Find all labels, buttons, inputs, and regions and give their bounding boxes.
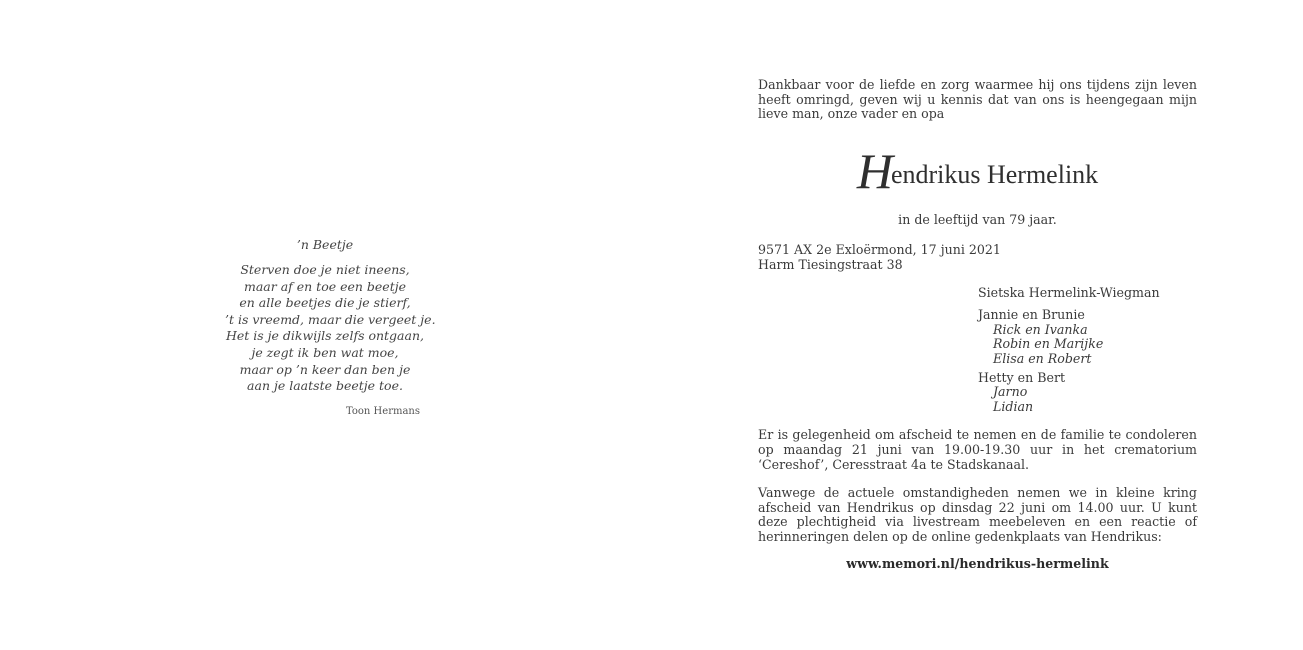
poem-line: je zegt ik ben wat moe,: [251, 344, 399, 360]
name-initial: H: [856, 142, 891, 199]
condolence-text: Er is gelegenheid om afscheid te nemen en de familie te condoleren op maandag 21 juni van 19.00-19.30 uur in het crematorium ‘Cereshof’, Ceresstraat 4a te Stadskanaal.: [758, 427, 1197, 472]
address-place-date: 9571 AX 2e Exloërmond, 17 juni 2021: [758, 242, 1001, 258]
grandchild-name: Lidian: [993, 398, 1034, 414]
age-text: in de leeftijd van 79 jaar.: [898, 211, 1057, 227]
grandchild-name: Rick en Ivanka: [993, 321, 1088, 337]
spouse-name: Sietska Hermelink-Wiegman: [978, 284, 1160, 300]
poem-line: en alle beetjes die je stierf,: [239, 295, 411, 311]
poem-line: ’t is vreemd, maar die vergeet je.: [225, 311, 436, 327]
family-group: [978, 308, 1197, 366]
address-street: Harm Tiesingstraat 38: [758, 256, 903, 272]
announcement: [758, 78, 1197, 572]
deceased-name: [758, 142, 1197, 200]
grandchild-name: Jarno: [993, 384, 1028, 400]
poem-line: Sterven doe je niet ineens,: [240, 262, 410, 277]
family-list: [978, 286, 1197, 415]
address: [758, 243, 1197, 272]
grandchild-name: Elisa en Robert: [993, 350, 1092, 366]
poem-line: Het is je dikwijls zelfs ontgaan,: [226, 328, 424, 344]
poem: [225, 237, 436, 395]
child-name: Hetty en Bert: [978, 369, 1066, 385]
poem-line: maar op ’n keer dan ben je: [239, 361, 411, 377]
poem-line: maar af en toe een beetje: [243, 278, 406, 294]
child-name: Jannie en Brunie: [978, 307, 1085, 323]
poem-title: ’n Beetje: [296, 237, 354, 252]
family-group: [978, 371, 1197, 415]
poem-author: Toon Hermans: [346, 406, 420, 417]
ceremony-note: Vanwege de actuele omstandigheden nemen we in kleine kring afscheid van Hendrikus op dinsdag 22 juni om 14.00 uur. U kunt deze plechtigheid via livestream meebeleven en een reactie of herinneringen delen op de online gedenkplaats van Hendrikus:: [758, 485, 1197, 544]
grandchild-name: Robin en Marijke: [993, 336, 1104, 352]
memorial-website-link[interactable]: www.memori.nl/hendrikus-hermelink: [846, 556, 1109, 572]
intro-text: Dankbaar voor de liefde en zorg waarmee hij ons tijdens zijn leven heeft omringd, geven wij u kennis dat van ons is heengegaan mijn lieve man, onze vader en opa: [758, 77, 1197, 122]
poem-line: aan je laatste beetje toe.: [247, 378, 403, 394]
name-rest: endrikus Hermelink: [890, 159, 1099, 189]
